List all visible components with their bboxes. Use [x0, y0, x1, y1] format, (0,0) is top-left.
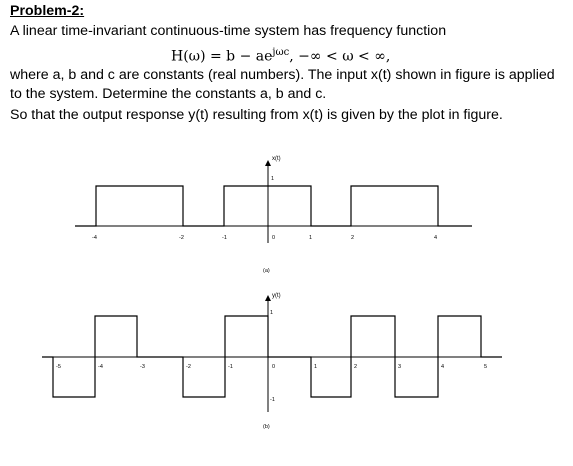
figure-b-tick-label: -1 [228, 364, 233, 370]
equation-lhs: H(ω) = b − ae [171, 48, 273, 65]
problem-statement-line-5: So that the output response y(t) resulting from x(t) is given by the plot in figure. [10, 107, 503, 123]
figure-b [42, 293, 502, 430]
figure-a-ylabel: x(t) [272, 156, 281, 162]
figure-b-level-label-negative: -1 [270, 397, 275, 403]
figure-b-tick-label: -3 [140, 364, 145, 370]
figure-b-tick-label: -4 [98, 364, 103, 370]
problem-heading: Problem-2: [10, 3, 85, 19]
figure-b-level-label-positive: 1 [270, 310, 274, 316]
figure-b-tick-label: 2 [354, 364, 358, 370]
figure-b-tick-label: -2 [186, 364, 191, 370]
figure-a-caption: (a) [263, 268, 270, 274]
figure-a-tick-label: -4 [92, 235, 97, 241]
equation-rhs: , −∞ < ω < ∞, [289, 48, 391, 65]
figure-a-tick-label: 1 [309, 235, 313, 241]
figure-b-axis-arrow-icon [265, 295, 271, 301]
figure-b-tick-label: 0 [272, 364, 276, 370]
figure-a-level-label: 1 [271, 176, 275, 182]
figure-a [75, 156, 472, 274]
equation-exponent: jωc [272, 47, 290, 58]
figure-b-caption: (b) [263, 424, 270, 430]
figure-b-tick-label: 4 [441, 364, 445, 370]
problem-statement-line-1: A linear time-invariant continuous-time system has frequency function [10, 23, 447, 39]
figure-a-tick-label: 4 [434, 235, 438, 241]
figure-b-tick-label: 1 [314, 364, 318, 370]
figure-a-tick-label: -1 [222, 235, 227, 241]
figure-a-input-waveform [75, 186, 472, 226]
figure-b-ylabel: y(t) [272, 293, 281, 299]
figure-a-tick-label: 0 [272, 235, 276, 241]
problem-statement-line-3: where a, b and c are constants (real numbers). The input x(t) shown in figure is applied [10, 67, 555, 83]
figure-a-axis-arrow-icon [265, 160, 271, 166]
figure-b-tick-label: 5 [484, 364, 488, 370]
figure-a-tick-label: -2 [179, 235, 184, 241]
figure-a-tick-label: 2 [351, 235, 355, 241]
figure-b-tick-label: 3 [398, 364, 402, 370]
figure-b-tick-label: -5 [56, 364, 61, 370]
problem-statement-line-4: to the system. Determine the constants a, b and c. [10, 86, 327, 102]
